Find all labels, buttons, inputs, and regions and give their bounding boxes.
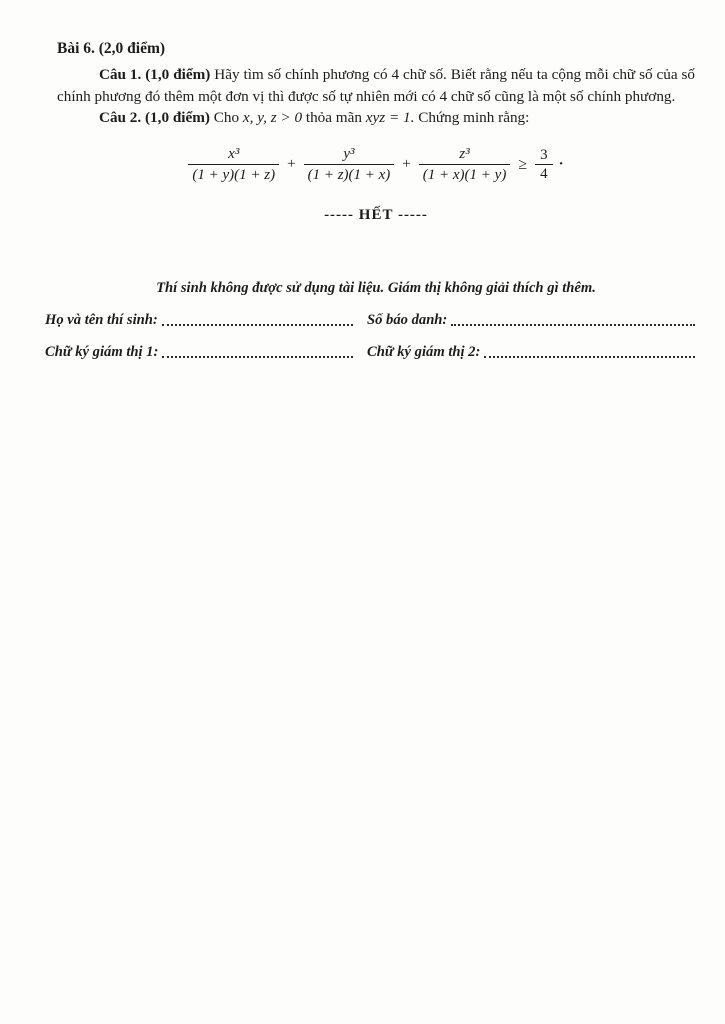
proctor2-signature-label: Chữ ký giám thị 2:: [367, 344, 481, 360]
candidate-name-label: Họ và tên thí sinh:: [45, 312, 158, 328]
cau2-seg2: thỏa mãn: [302, 109, 366, 126]
fraction-rhs-numerator: 3: [540, 146, 548, 163]
section-title: Bài 6. (2,0 điểm): [57, 40, 166, 57]
proctor1-signature-field: [45, 344, 353, 361]
fraction-term-1: [188, 145, 279, 186]
cau1-text: Hãy tìm số chính phương có 4 chữ số. Biết rằng nếu ta cộng mỗi chữ số của số chính phương đó thêm một đơn vị thì được số tự nhiên mới có 4 chữ số cũng là một số chính phương.: [57, 66, 696, 105]
cau2-seg1: Cho: [209, 109, 243, 126]
fraction-3-numerator: z³: [459, 145, 470, 162]
plus-sign-1: +: [287, 156, 296, 173]
proctor2-signature-dotted-line: [484, 356, 695, 358]
fraction-term-2: [304, 145, 395, 186]
fraction-3-denominator: (1 + x)(1 + y): [419, 164, 511, 185]
candidate-name-dotted-line: [162, 324, 353, 326]
page-content: [45, 40, 696, 361]
inequality-formula: [57, 145, 695, 186]
proctor1-signature-label: Chữ ký giám thị 1:: [45, 344, 159, 360]
paragraph-cau2: [57, 107, 695, 129]
proctor-signature-row: [45, 344, 695, 361]
fraction-rhs-denominator: 4: [535, 164, 553, 184]
cau2-seg3: Chứng minh rằng:: [414, 109, 530, 126]
candidate-number-label: Số báo danh:: [367, 312, 448, 328]
exam-instructions-note: Thí sinh không được sử dụng tài liệu. Giám thị không giải thích gì thêm.: [156, 280, 596, 296]
proctor2-signature-field: [367, 344, 695, 361]
cau2-lead: Câu 2. (1,0 điểm): [99, 109, 210, 126]
candidate-number-field: [367, 312, 695, 329]
paragraph-cau1: [57, 64, 695, 107]
fraction-2-denominator: (1 + z)(1 + x): [304, 164, 395, 185]
candidate-info-row: [45, 312, 695, 329]
cau2-math2: xyz = 1.: [365, 109, 415, 126]
candidate-name-field: [45, 312, 353, 329]
formula-end-dot: ·: [558, 156, 564, 173]
het-end-marker: ----- HẾT -----: [324, 207, 428, 223]
cau1-lead: Câu 1. (1,0 điểm): [99, 66, 211, 83]
cau2-math1: x, y, z > 0: [242, 109, 303, 126]
fraction-1-denominator: (1 + y)(1 + z): [188, 164, 279, 185]
candidate-number-dotted-line: [451, 324, 695, 326]
plus-sign-2: +: [402, 156, 411, 173]
proctor1-signature-dotted-line: [162, 356, 353, 358]
fraction-1-numerator: x³: [228, 145, 240, 162]
fraction-rhs: [535, 146, 553, 185]
greater-equal-sign: ≥: [518, 155, 528, 173]
fraction-2-numerator: y³: [343, 145, 355, 162]
fraction-term-3: [419, 145, 511, 186]
